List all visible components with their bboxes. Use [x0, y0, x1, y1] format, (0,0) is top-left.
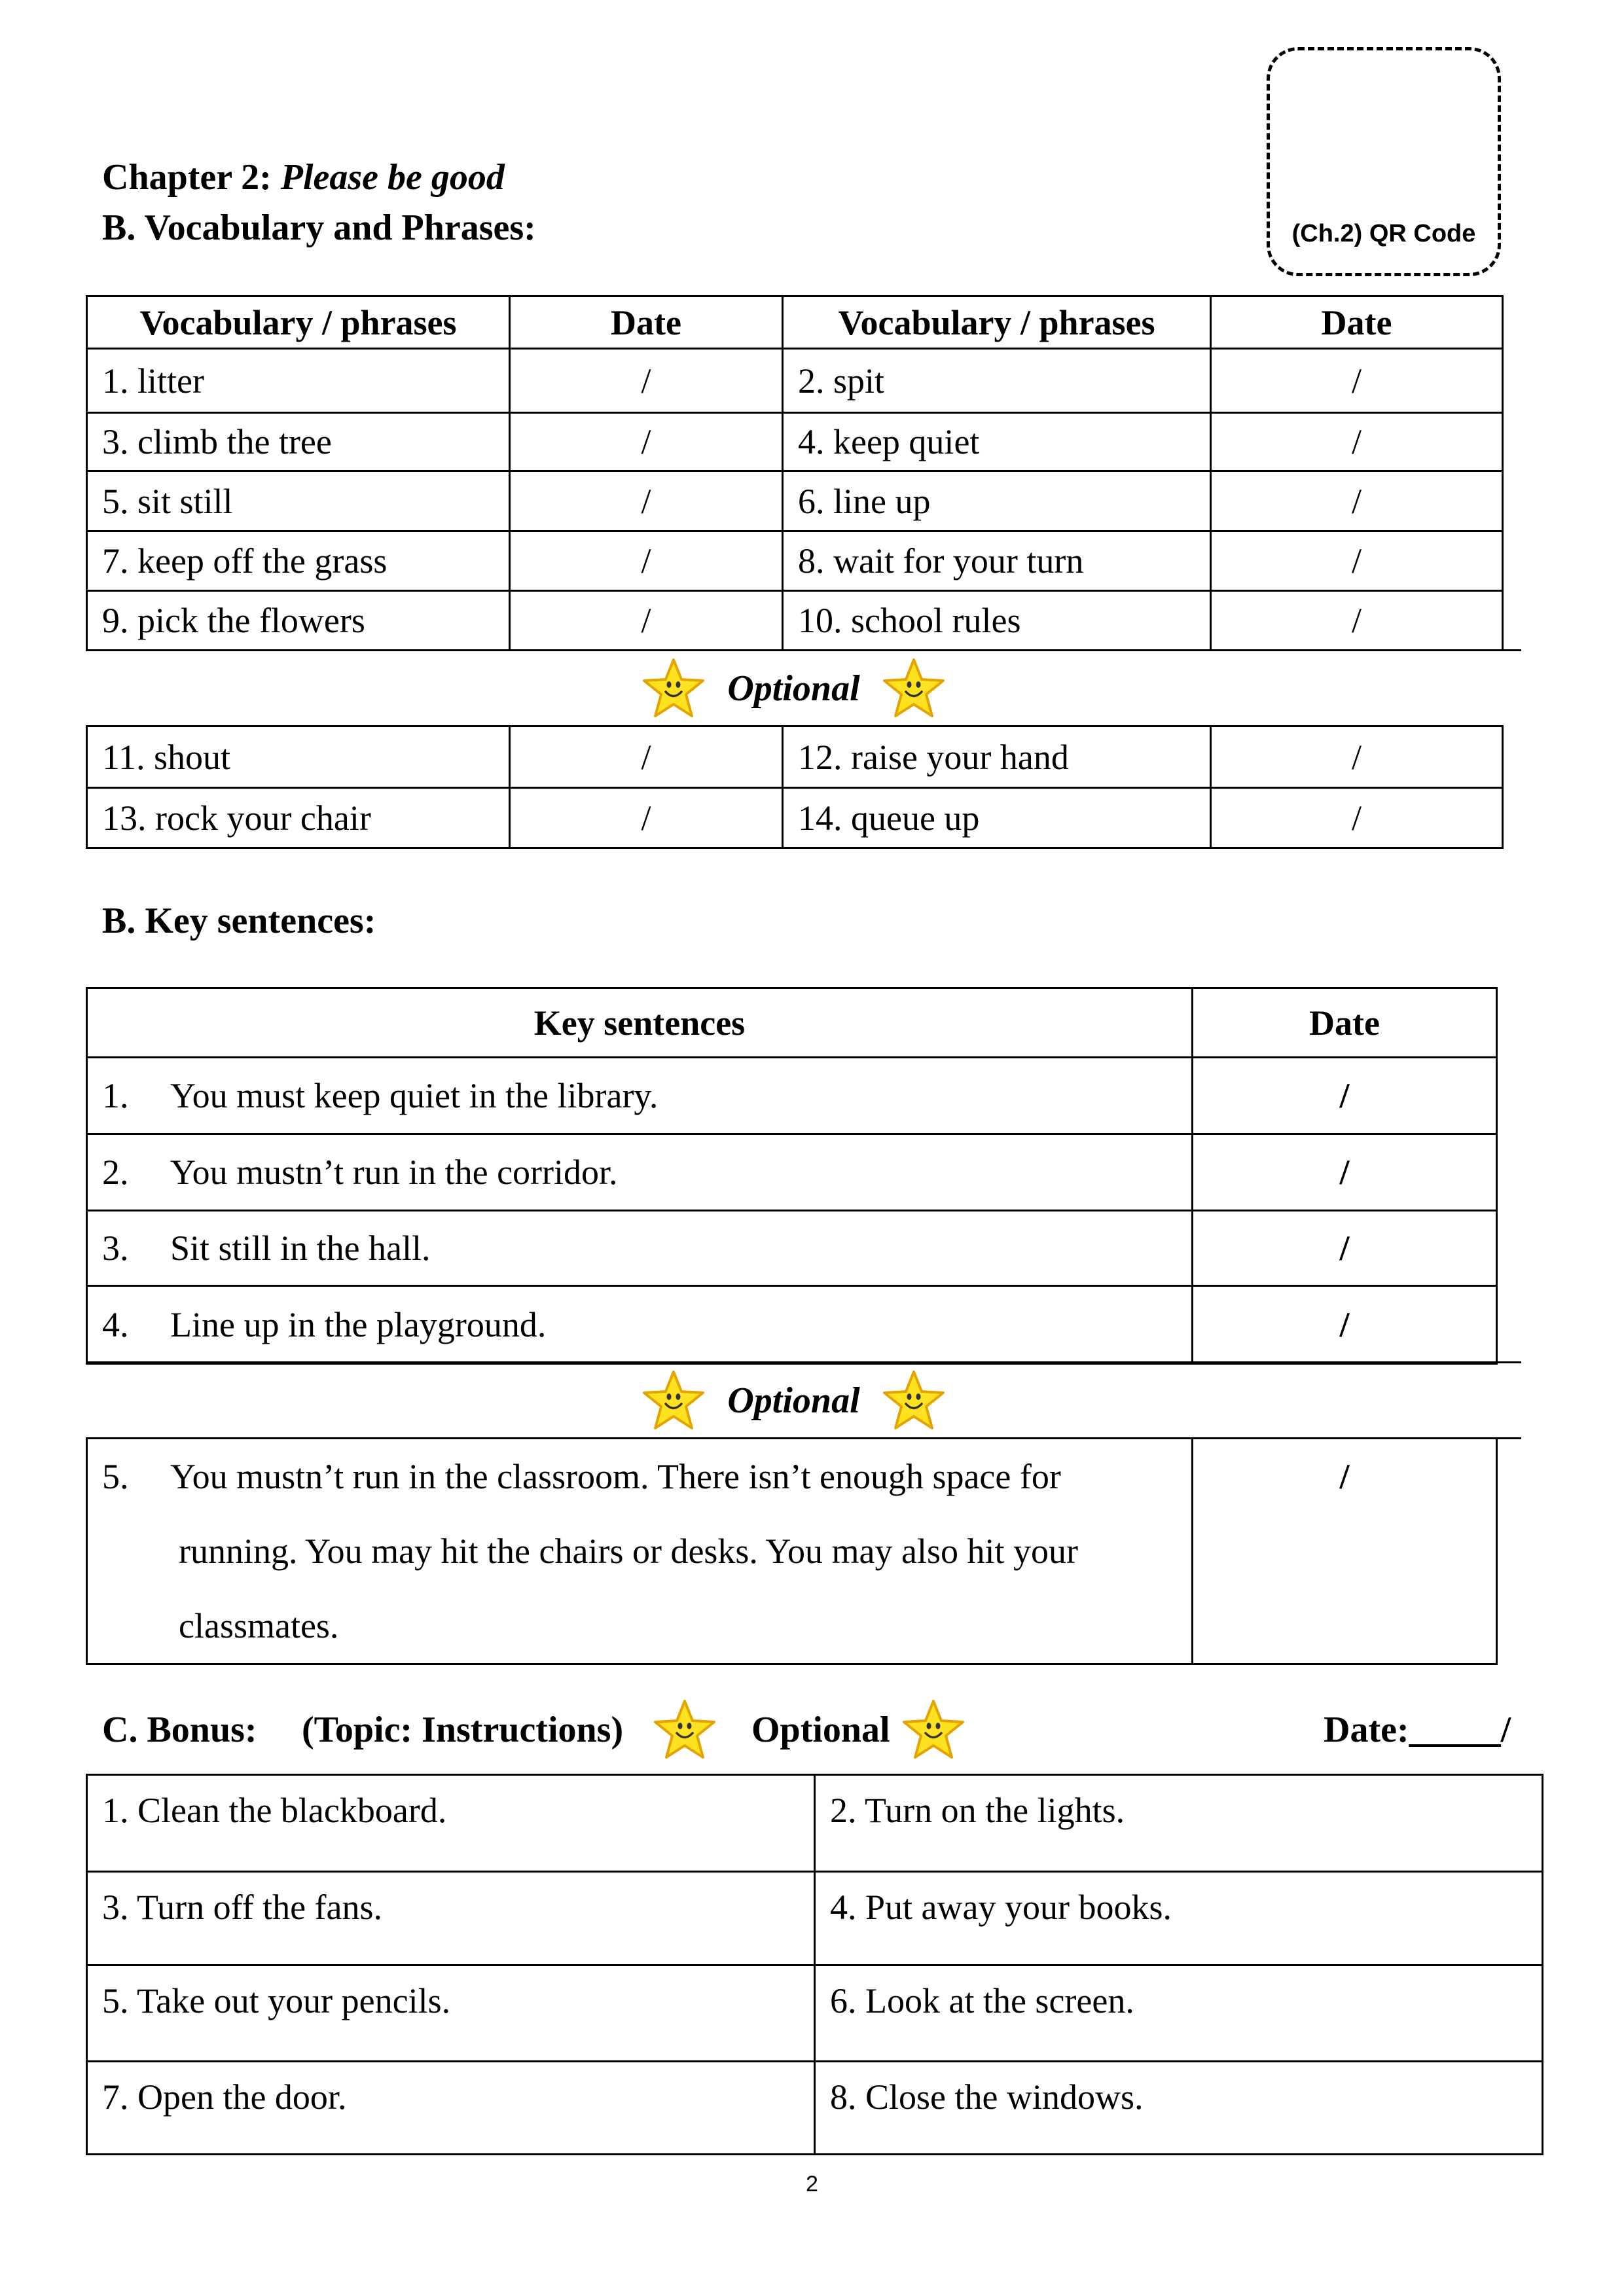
- vocab-section-label: B. Vocabulary and Phrases:: [102, 207, 536, 248]
- col-header-date: Date: [510, 296, 783, 349]
- vocab-item: 10. school rules: [783, 591, 1211, 651]
- date-cell: /: [1193, 1286, 1497, 1364]
- col-header-date: Date: [1193, 988, 1497, 1058]
- vocab-item: 2. spit: [783, 349, 1211, 413]
- key-sentences-label: B. Key sentences:: [102, 901, 376, 941]
- vocab-item: 11. shout: [87, 726, 510, 788]
- key-sentences-title: [102, 903, 376, 939]
- vocab-optional-banner: [86, 652, 1502, 725]
- col-header-vocab: Vocabulary / phrases: [783, 296, 1211, 349]
- sentence-text-line: classmates.: [179, 1606, 339, 1645]
- date-cell: /: [510, 591, 783, 651]
- bonus-label: C. Bonus:: [102, 1710, 257, 1750]
- vocab-table: [86, 295, 1504, 651]
- key-sentence-cell: [87, 1439, 1193, 1664]
- col-header-vocab: Vocabulary / phrases: [87, 296, 510, 349]
- vocab-item: 8. wait for your turn: [783, 531, 1211, 591]
- sentence-text: Sit still in the hall.: [170, 1229, 431, 1268]
- key-sentence-cell: [87, 1286, 1193, 1364]
- key-sentence-cell: [87, 1211, 1193, 1286]
- col-header-date: Date: [1211, 296, 1503, 349]
- key-sentences-table: [86, 987, 1498, 1365]
- date-cell: /: [1193, 1211, 1497, 1286]
- date-cell: /: [1211, 591, 1503, 651]
- date-cell: /: [1211, 531, 1503, 591]
- vocab-row: [87, 726, 1503, 788]
- date-cell: /: [1193, 1439, 1497, 1664]
- instruction-cell: 7. Open the door.: [87, 2062, 815, 2155]
- vocab-optional-table: [86, 725, 1504, 849]
- date-cell: /: [1211, 349, 1503, 413]
- chapter-prefix: Chapter 2:: [102, 157, 272, 198]
- key-sentence-row: [87, 1134, 1497, 1211]
- vocab-row: [87, 413, 1503, 471]
- divider-line: [86, 649, 1521, 651]
- vocab-item: 6. line up: [783, 471, 1211, 531]
- bonus-title: [102, 1712, 257, 1748]
- date-cell: /: [1193, 1134, 1497, 1211]
- vocab-row: [87, 788, 1503, 848]
- instruction-cell: 2. Turn on the lights.: [815, 1775, 1543, 1872]
- date-cell: /: [510, 413, 783, 471]
- qr-code-label: (Ch.2) QR Code: [1291, 220, 1476, 247]
- optional-label: Optional: [751, 1710, 890, 1750]
- key-sentence-cell: [87, 1058, 1193, 1134]
- optional-label: Optional: [727, 668, 860, 709]
- bonus-row: [87, 1775, 1543, 1872]
- star-icon: [901, 1697, 966, 1763]
- vocab-item: 13. rock your chair: [87, 788, 510, 848]
- key-header-row: [87, 988, 1497, 1058]
- key-optional-banner: [86, 1364, 1502, 1437]
- key-sentence-row: [87, 1211, 1497, 1286]
- vocab-item: 7. keep off the grass: [87, 531, 510, 591]
- sentence-number: 1.: [102, 1076, 129, 1115]
- instruction-cell: 5. Take out your pencils.: [87, 1965, 815, 2062]
- vocab-row: [87, 471, 1503, 531]
- vocab-header-row: [87, 296, 1503, 349]
- page-number: 2: [806, 2172, 818, 2197]
- bonus-row: [87, 1965, 1543, 2062]
- sentence-number: 4.: [102, 1305, 129, 1344]
- vocab-item: 9. pick the flowers: [87, 591, 510, 651]
- optional-label: Optional: [727, 1380, 860, 1421]
- date-cell: /: [510, 788, 783, 848]
- vocab-item: 1. litter: [87, 349, 510, 413]
- date-cell: /: [510, 349, 783, 413]
- bonus-date: [1324, 1712, 1511, 1748]
- vocab-item: 5. sit still: [87, 471, 510, 531]
- date-cell: /: [1211, 726, 1503, 788]
- date-cell: /: [510, 471, 783, 531]
- bonus-table: [86, 1774, 1543, 2155]
- instruction-cell: 3. Turn off the fans.: [87, 1872, 815, 1965]
- instruction-cell: 1. Clean the blackboard.: [87, 1775, 815, 1872]
- date-cell: /: [1211, 471, 1503, 531]
- sentence-text-line: running. You may hit the chairs or desks. You may also hit your: [179, 1532, 1078, 1571]
- sentence-text: You mustn’t run in the corridor.: [170, 1153, 618, 1192]
- star-icon: [641, 1368, 706, 1433]
- divider-line: [86, 1361, 1521, 1363]
- star-icon: [881, 1368, 947, 1433]
- date-cell: /: [510, 531, 783, 591]
- star-icon: [641, 656, 706, 721]
- bonus-row: [87, 2062, 1543, 2155]
- key-sentence-row: [87, 1439, 1497, 1664]
- date-cell: /: [1193, 1058, 1497, 1134]
- vocab-row: [87, 591, 1503, 651]
- chapter-heading: [102, 159, 505, 196]
- sentence-number: 5.: [102, 1457, 129, 1496]
- date-blank: _____/: [1409, 1710, 1511, 1750]
- sentence-text-line: You mustn’t run in the classroom. There isn’t enough space for: [170, 1457, 1061, 1496]
- key-sentence-cell: [87, 1134, 1193, 1211]
- bonus-row: [87, 1872, 1543, 1965]
- star-icon: [881, 656, 947, 721]
- vocab-item: 12. raise your hand: [783, 726, 1211, 788]
- instruction-cell: 4. Put away your books.: [815, 1872, 1543, 1965]
- bonus-topic-label: (Topic: Instructions): [302, 1710, 624, 1750]
- key-sentence-row: [87, 1058, 1497, 1134]
- date-cell: /: [1211, 413, 1503, 471]
- vocab-section-title: [102, 209, 536, 246]
- bonus-optional: [751, 1712, 890, 1748]
- vocab-item: 4. keep quiet: [783, 413, 1211, 471]
- sentence-text: You must keep quiet in the library.: [170, 1076, 659, 1115]
- instruction-cell: 6. Look at the screen.: [815, 1965, 1543, 2062]
- instruction-cell: 8. Close the windows.: [815, 2062, 1543, 2155]
- key-sentence-row: [87, 1286, 1497, 1364]
- bonus-topic: [302, 1712, 623, 1748]
- col-header-sentences: Key sentences: [87, 988, 1193, 1058]
- star-icon: [652, 1697, 717, 1763]
- vocab-row: [87, 531, 1503, 591]
- sentence-number: 3.: [102, 1229, 129, 1268]
- vocab-row: [87, 349, 1503, 413]
- vocab-item: 3. climb the tree: [87, 413, 510, 471]
- date-label: Date:: [1324, 1710, 1409, 1750]
- vocab-item: 14. queue up: [783, 788, 1211, 848]
- date-cell: /: [510, 726, 783, 788]
- date-cell: /: [1211, 788, 1503, 848]
- sentence-text: Line up in the playground.: [170, 1305, 547, 1344]
- chapter-title: Please be good: [280, 157, 505, 198]
- sentence-number: 2.: [102, 1153, 129, 1192]
- key-optional-table: [86, 1437, 1498, 1665]
